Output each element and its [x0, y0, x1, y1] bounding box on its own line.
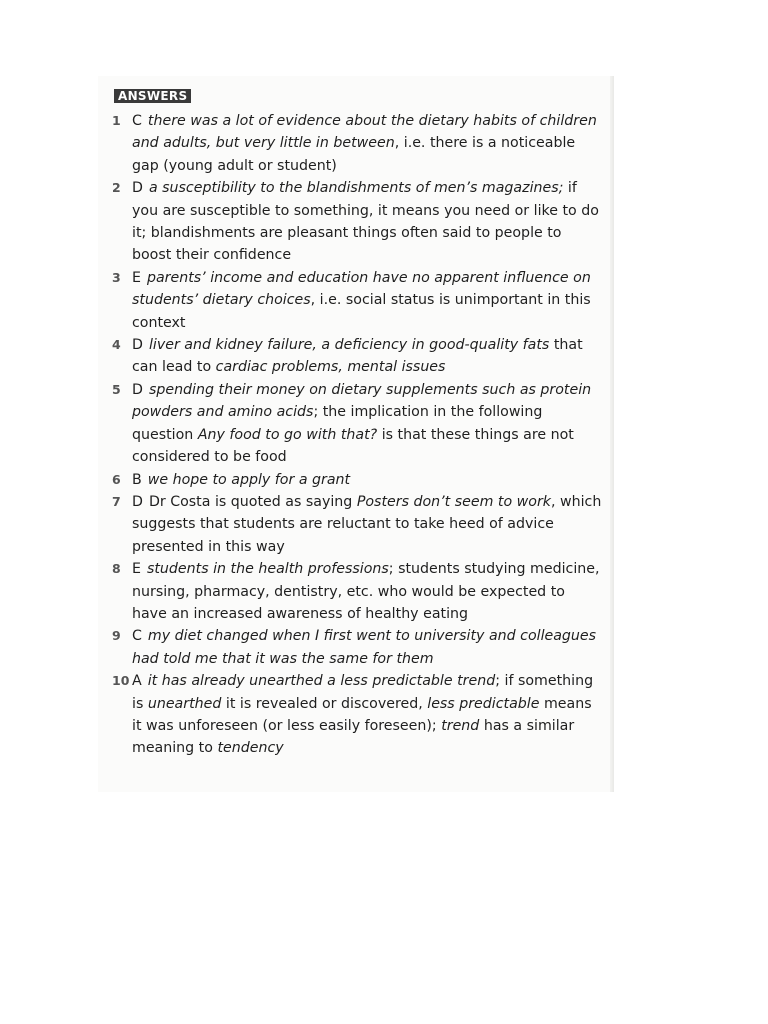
- answer-item: [112, 267, 604, 334]
- answer-item: [112, 110, 604, 177]
- answer-letter: E: [132, 269, 141, 286]
- quoted-text: a susceptibility to the blandishments of men’s magazines;: [148, 180, 564, 197]
- explanation-text: ; the implication in the following question: [132, 404, 543, 443]
- answer-number: 6: [112, 471, 121, 487]
- answer-letter: A: [132, 673, 142, 690]
- quoted-text: parents’ income and education have no apparent influence on students’ dietary choices: [132, 269, 591, 309]
- explanation-text: ; if something is: [132, 673, 594, 712]
- quoted-text: tendency: [217, 740, 284, 757]
- explanation-text: it is revealed or discovered,: [221, 695, 428, 712]
- quoted-text: it has already unearthed a less predictable trend: [147, 673, 496, 690]
- answer-item: [112, 625, 604, 670]
- answer-number: 7: [112, 493, 121, 509]
- answer-list: [112, 110, 604, 760]
- quoted-text: Posters don’t seem to work: [356, 493, 551, 510]
- explanation-text: that can lead to: [132, 337, 583, 376]
- answer-item: [112, 177, 604, 267]
- answer-item: [112, 491, 604, 558]
- answer-item: [112, 469, 604, 491]
- answer-number: 9: [112, 628, 121, 644]
- quoted-text: there was a lot of evidence about the dietary habits of children and adults, but very little in between: [132, 113, 597, 152]
- answer-letter: D: [132, 381, 143, 398]
- quoted-text: unearthed: [147, 695, 222, 712]
- explanation-text: , i.e. there is a noticeable gap (young adult or student): [132, 135, 576, 174]
- quoted-text: cardiac problems, mental issues: [215, 359, 446, 376]
- answer-letter: D: [132, 180, 143, 197]
- page-edge-shadow: [610, 76, 614, 792]
- answer-number: 10: [112, 673, 130, 689]
- quoted-text: students in the health professions: [146, 561, 389, 578]
- answer-number: 2: [112, 180, 121, 196]
- answer-letter: E: [132, 561, 141, 578]
- answer-letter: D: [132, 337, 143, 354]
- quoted-text: less predictable: [427, 695, 540, 712]
- explanation-text: if you are susceptible to something, it means you need or like to do it; blandishments are pleasant things often said to people to boost their confidence: [132, 180, 599, 264]
- answer-letter: B: [132, 471, 142, 488]
- answer-letter: D: [132, 493, 143, 510]
- quoted-text: spending their money on dietary supplements such as protein powders and amino acids: [132, 381, 592, 421]
- answer-item: [112, 334, 604, 379]
- answer-item: [112, 379, 604, 469]
- explanation-text: has a similar meaning to: [132, 717, 575, 757]
- answer-letter: C: [132, 113, 142, 129]
- explanation-text: Dr Costa is quoted as saying: [148, 493, 357, 510]
- answer-item: [112, 558, 604, 625]
- quoted-text: Any food to go with that?: [197, 426, 378, 443]
- quoted-text: liver and kidney failure, a deficiency in good-quality fats: [148, 337, 550, 354]
- answer-number: 3: [112, 269, 121, 285]
- explanation-text: , i.e. social status is unimportant in this context: [132, 292, 591, 331]
- answer-item: [112, 670, 604, 760]
- explanation-text: , which suggests that students are reluctant to take heed of advice presented in this way: [132, 493, 602, 555]
- quoted-text: we hope to apply for a grant: [147, 471, 351, 488]
- quoted-text: my diet changed when I first went to university and colleagues had told me that it was the same for them: [132, 628, 597, 667]
- explanation-text: ; students studying medicine, nursing, pharmacy, dentistry, etc. who would be expected to have an increased awareness of healthy eating: [132, 561, 600, 622]
- explanation-text: is that these things are not considered to be food: [132, 426, 574, 466]
- answer-number: 1: [112, 113, 121, 128]
- answers-heading-badge: ANSWERS: [114, 89, 191, 103]
- answer-number: 5: [112, 381, 121, 397]
- answer-number: 4: [112, 337, 121, 353]
- answer-number: 8: [112, 561, 121, 577]
- explanation-text: means it was unforeseen (or less easily foreseen);: [132, 695, 592, 734]
- answer-letter: C: [132, 628, 142, 645]
- quoted-text: trend: [441, 717, 480, 734]
